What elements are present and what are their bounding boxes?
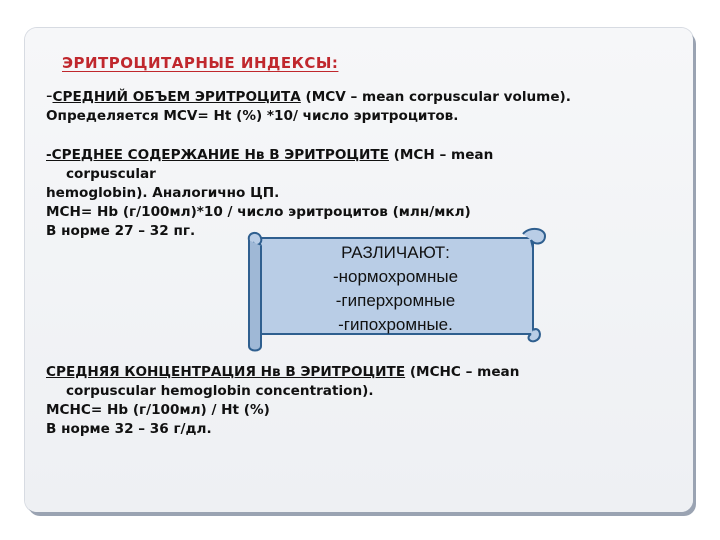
mchc-line-3: MCHC= Hb (г/100мл) / Ht (%) <box>46 402 270 418</box>
mchc-heading-after: (MCHC – mean <box>405 364 520 380</box>
mch-line-2: corpuscular <box>66 166 156 182</box>
mcv-line-1 <box>46 86 571 107</box>
slide-title: ЭРИТРОЦИТАРНЫЕ ИНДЕКСЫ: <box>62 54 339 72</box>
scroll-line-2: -нормохромные <box>332 267 459 286</box>
mch-line-1 <box>46 146 493 165</box>
mch-heading: -СРЕДНЕЕ СОДЕРЖАНИЕ Нв В ЭРИТРОЦИТЕ <box>46 147 389 163</box>
mchc-line-1 <box>46 363 519 382</box>
scroll-text <box>243 241 548 337</box>
mchc-line-4: В норме 32 – 36 г/дл. <box>46 421 212 437</box>
mch-line-4: MCH= Hb (г/100мл)*10 / число эритроцитов (млн/мкл) <box>46 204 471 220</box>
mchc-line-2: corpuscular hemoglobin concentration). <box>66 383 374 399</box>
mcv-line-2: Определяется MCV= Ht (%) *10/ число эритроцитов. <box>46 108 459 124</box>
mchc-heading: СРЕДНЯЯ КОНЦЕНТРАЦИЯ Нв В ЭРИТРОЦИТЕ <box>46 364 406 380</box>
mch-line-3: hemoglobin). Аналогично ЦП. <box>46 185 280 201</box>
mch-heading-after: (MCH – mean <box>388 147 494 163</box>
scroll-line-3: -гиперхромные <box>335 291 456 310</box>
scroll-line-1: РАЗЛИЧАЮТ: <box>341 243 450 262</box>
mcv-dash: - <box>46 85 53 106</box>
mcv-heading: СРЕДНИЙ ОБЪЕМ ЭРИТРОЦИТА <box>52 89 301 105</box>
mch-line-5: В норме 27 – 32 пг. <box>46 223 196 239</box>
mcv-heading-after: (MCV – mean corpuscular volume). <box>300 89 571 105</box>
scroll-line-4: -гипохромные. <box>338 315 453 334</box>
mchc-block <box>46 363 519 439</box>
mcv-block <box>46 86 571 126</box>
scroll-banner <box>243 226 548 353</box>
